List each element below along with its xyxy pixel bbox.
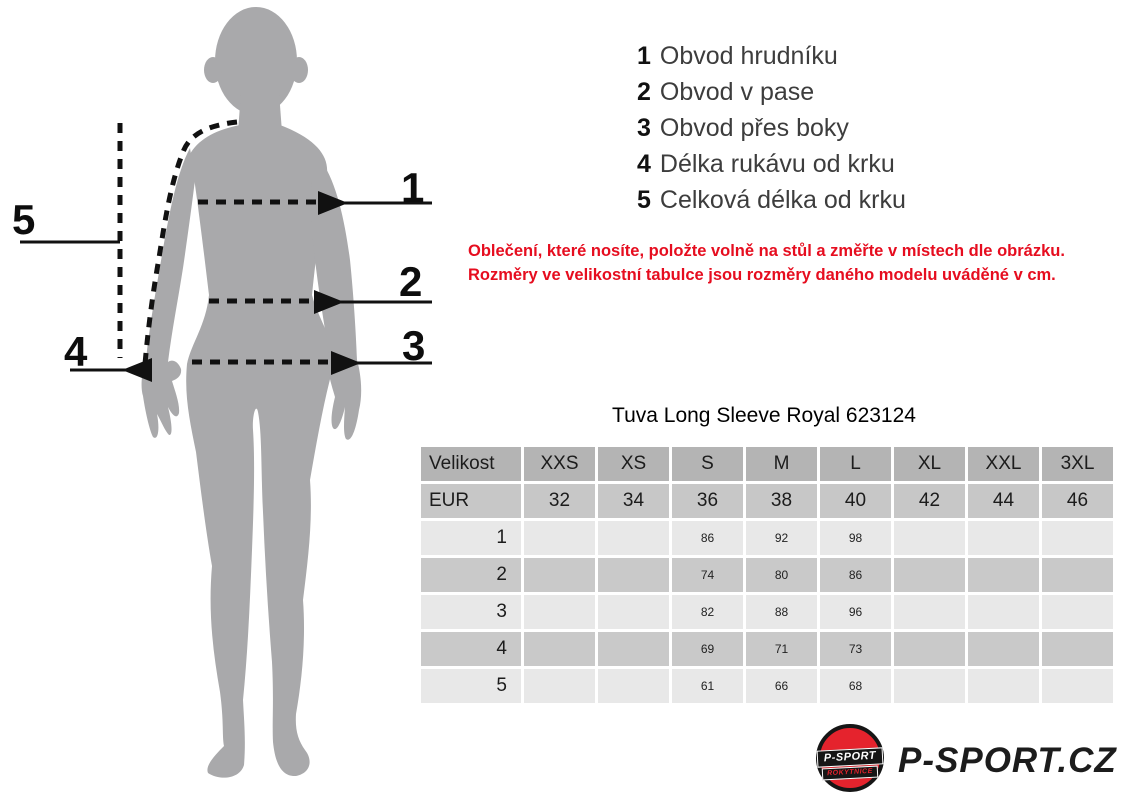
legend-num: 4	[637, 150, 651, 178]
table-row	[421, 595, 1113, 629]
row-label: 2	[421, 558, 521, 592]
legend-num: 2	[637, 78, 651, 106]
legend-num: 5	[637, 186, 651, 214]
header-cell: S	[672, 447, 743, 481]
value-cell	[1042, 521, 1113, 555]
value-cell: 82	[672, 595, 743, 629]
table-row	[421, 558, 1113, 592]
figure-marker-4: 4	[64, 328, 87, 375]
header-cell: XL	[894, 447, 965, 481]
value-cell	[968, 632, 1039, 666]
value-cell	[598, 558, 669, 592]
legend-num: 1	[637, 42, 651, 70]
value-cell	[524, 669, 595, 703]
header-cell: XS	[598, 447, 669, 481]
value-cell	[524, 632, 595, 666]
brand-wordmark: P-SPORT.CZ	[898, 741, 1117, 780]
value-cell: 98	[820, 521, 891, 555]
psport-badge-icon	[816, 724, 884, 792]
value-cell	[598, 595, 669, 629]
eur-cell: 38	[746, 484, 817, 518]
eur-cell: 32	[524, 484, 595, 518]
legend-label: Celková délka od krku	[659, 186, 906, 214]
eur-cell: 42	[894, 484, 965, 518]
value-cell	[1042, 595, 1113, 629]
table-row	[421, 669, 1113, 703]
product-title: Tuva Long Sleeve Royal 623124	[612, 404, 916, 427]
value-cell	[968, 558, 1039, 592]
value-cell: 68	[820, 669, 891, 703]
badge-subtitle: ROKYTNICE	[822, 766, 879, 781]
legend-label: Obvod v pase	[659, 78, 815, 106]
row-label: 5	[421, 669, 521, 703]
value-cell: 86	[672, 521, 743, 555]
legend-label: Obvod přes boky	[659, 114, 849, 142]
value-cell: 66	[746, 669, 817, 703]
measuring-instructions-note	[468, 239, 1123, 287]
value-cell	[1042, 669, 1113, 703]
header-cell: Velikost	[421, 447, 521, 481]
value-cell: 88	[746, 595, 817, 629]
measurement-legend	[637, 38, 906, 218]
legend-item	[637, 146, 906, 182]
value-cell	[894, 669, 965, 703]
value-cell	[968, 595, 1039, 629]
value-cell: 69	[672, 632, 743, 666]
legend-num: 3	[637, 114, 651, 142]
value-cell	[1042, 558, 1113, 592]
value-cell: 73	[820, 632, 891, 666]
value-cell: 96	[820, 595, 891, 629]
body-silhouette	[0, 0, 470, 794]
value-cell	[894, 558, 965, 592]
value-cell	[524, 521, 595, 555]
row-label: 1	[421, 521, 521, 555]
table-row	[421, 521, 1113, 555]
eur-cell: 36	[672, 484, 743, 518]
table-row	[421, 632, 1113, 666]
value-cell	[524, 595, 595, 629]
value-cell	[1042, 632, 1113, 666]
value-cell: 92	[746, 521, 817, 555]
value-cell: 80	[746, 558, 817, 592]
figure-marker-2: 2	[399, 258, 422, 305]
value-cell	[968, 669, 1039, 703]
eur-cell: EUR	[421, 484, 521, 518]
legend-item	[637, 38, 906, 74]
legend-label: Obvod hrudníku	[659, 42, 838, 70]
eur-cell: 40	[820, 484, 891, 518]
eur-cell: 46	[1042, 484, 1113, 518]
value-cell	[598, 632, 669, 666]
value-cell: 86	[820, 558, 891, 592]
value-cell	[598, 669, 669, 703]
size-table-header-row	[421, 447, 1113, 481]
figure-marker-3: 3	[402, 322, 425, 369]
header-cell: M	[746, 447, 817, 481]
note-line-1: Oblečení, které nosíte, položte volně na stůl a změřte v místech dle obrázku.	[468, 242, 1065, 260]
eur-cell: 34	[598, 484, 669, 518]
legend-item	[637, 74, 906, 110]
size-table	[418, 444, 1116, 706]
legend-label: Délka rukávu od krku	[659, 150, 895, 178]
row-label: 3	[421, 595, 521, 629]
value-cell	[968, 521, 1039, 555]
value-cell	[894, 632, 965, 666]
silhouette-shapes	[142, 7, 362, 778]
value-cell: 71	[746, 632, 817, 666]
value-cell	[598, 521, 669, 555]
value-cell: 61	[672, 669, 743, 703]
value-cell: 74	[672, 558, 743, 592]
legend-item	[637, 110, 906, 146]
size-table-eur-row	[421, 484, 1113, 518]
figure-marker-5: 5	[12, 196, 35, 243]
note-line-2: Rozměry ve velikostní tabulce jsou rozměry daného modelu uváděné v cm.	[468, 266, 1056, 284]
badge-title: P-SPORT	[817, 747, 884, 767]
psport-logo	[814, 722, 1123, 794]
measurement-figure	[0, 0, 470, 794]
legend-item	[637, 182, 906, 218]
figure-marker-1: 1	[401, 164, 424, 211]
value-cell	[894, 521, 965, 555]
header-cell: XXS	[524, 447, 595, 481]
header-cell: XXL	[968, 447, 1039, 481]
value-cell	[524, 558, 595, 592]
header-cell: 3XL	[1042, 447, 1113, 481]
eur-cell: 44	[968, 484, 1039, 518]
value-cell	[894, 595, 965, 629]
row-label: 4	[421, 632, 521, 666]
header-cell: L	[820, 447, 891, 481]
